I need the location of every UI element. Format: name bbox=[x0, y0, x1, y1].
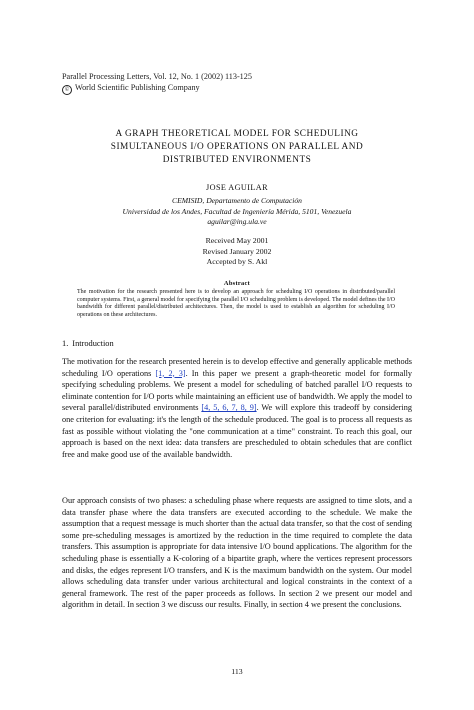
publisher-line bbox=[62, 82, 252, 95]
author-name: JOSE AGUILAR bbox=[206, 183, 268, 192]
affiliation-line-1: CEMISID, Departamento de Computación bbox=[172, 196, 302, 205]
paper-title bbox=[40, 128, 434, 167]
revised-date: Revised January 2002 bbox=[202, 246, 272, 256]
title-line-1: A GRAPH THEORETICAL MODEL FOR SCHEDULING bbox=[115, 129, 359, 139]
section-heading bbox=[62, 339, 114, 348]
intro-paragraph-2: Our approach consists of two phases: a scheduling phase where requests are assigned to time slots, and a data transfer phase where the data transfers are executed according to the schedule. We make the assumption that a request message is much shorter than the actual data transfer, so that the cost of sending some pre-scheduling messages is amortized by the reduction in the time required to complete the data transfers. This assumption is appropriate for data intensive I/O bound applications. The algorithm for the scheduling phase is essentially a K-coloring of a bipartite graph, where the vertices represent processors and disks, the edges represent I/O transfers, and K is the maximum bandwidth on the system. Our model allows scheduling data transfer under various architectural and logical constraints in the context of a general framework. The rest of the paper proceeds as follows. In section 2 we present our model and algorithm in detail. In section 3 we discuss our results. Finally, in section 4 we present the conclusions. bbox=[62, 496, 412, 610]
page-number: 113 bbox=[231, 667, 243, 676]
accepted-by: Accepted by S. Akl bbox=[206, 257, 268, 266]
title-line-2: SIMULTANEOUS I/O OPERATIONS ON PARALLEL AND bbox=[110, 142, 364, 152]
section-number: 1. bbox=[62, 339, 69, 348]
author-email: aguilar@ing.ula.ve bbox=[207, 217, 267, 226]
journal-citation: Parallel Processing Letters, Vol. 12, No. 1 (2002) 113-125 bbox=[62, 72, 252, 81]
para1-text-1: The motivation for the research presented herein is to develop effective and generally applicable methods scheduling I/O operations bbox=[62, 357, 412, 378]
citation-link-2[interactable]: [4, 5, 6, 7, 8, 9] bbox=[201, 403, 257, 413]
section-title: Introduction bbox=[72, 339, 114, 348]
intro-paragraph-1 bbox=[62, 356, 412, 460]
para1-text-2: . In this paper we present a graph-theoretic model for formally specifying scheduling problems. We present a model for scheduling of batched parallel I/O requests to eliminate contention for I/O ports while maintaining an efficient use of bandwidth. We apply the model to several parallel/distributed environments bbox=[62, 368, 412, 413]
publisher-name: World Scientific Publishing Company bbox=[75, 83, 200, 92]
journal-header bbox=[62, 71, 252, 95]
affiliation-line-2: Universidad de los Andes, Facultad de Ingeniería Mérida, 5101, Venezuela bbox=[122, 206, 352, 216]
received-date: Received May 2001 bbox=[205, 236, 269, 245]
abstract-heading: Abstract bbox=[223, 280, 251, 287]
submission-dates bbox=[40, 236, 434, 268]
copyright-icon: © bbox=[62, 85, 72, 95]
title-line-3: DISTRIBUTED ENVIRONMENTS bbox=[162, 155, 312, 165]
citation-link-1[interactable]: [1, 2, 3] bbox=[155, 368, 186, 378]
affiliation bbox=[40, 196, 434, 228]
para1-text-3: . We will explore this tradeoff by considering one criterion for evaluating: it's the length of the schedule produced. The goal is to process all requests as fast as possible without violating the "one communication at a time" constraint. To reach this goal, our approach is based on the next idea: data transfers are prescheduled to obtain schedules that are conflict free and make good use of the available bandwidth. bbox=[62, 403, 412, 459]
abstract-text: The motivation for the research presented here is to develop an approach for scheduling I/O operations in distributed/parallel computer systems. First, a general model for specifying the parallel I/O scheduling problem is developed. The model defines the I/O bandwidth for different parallel/distributed architectures. Then, the model is used to establish an algorithm for scheduling I/O operations on these architectures. bbox=[77, 289, 395, 318]
